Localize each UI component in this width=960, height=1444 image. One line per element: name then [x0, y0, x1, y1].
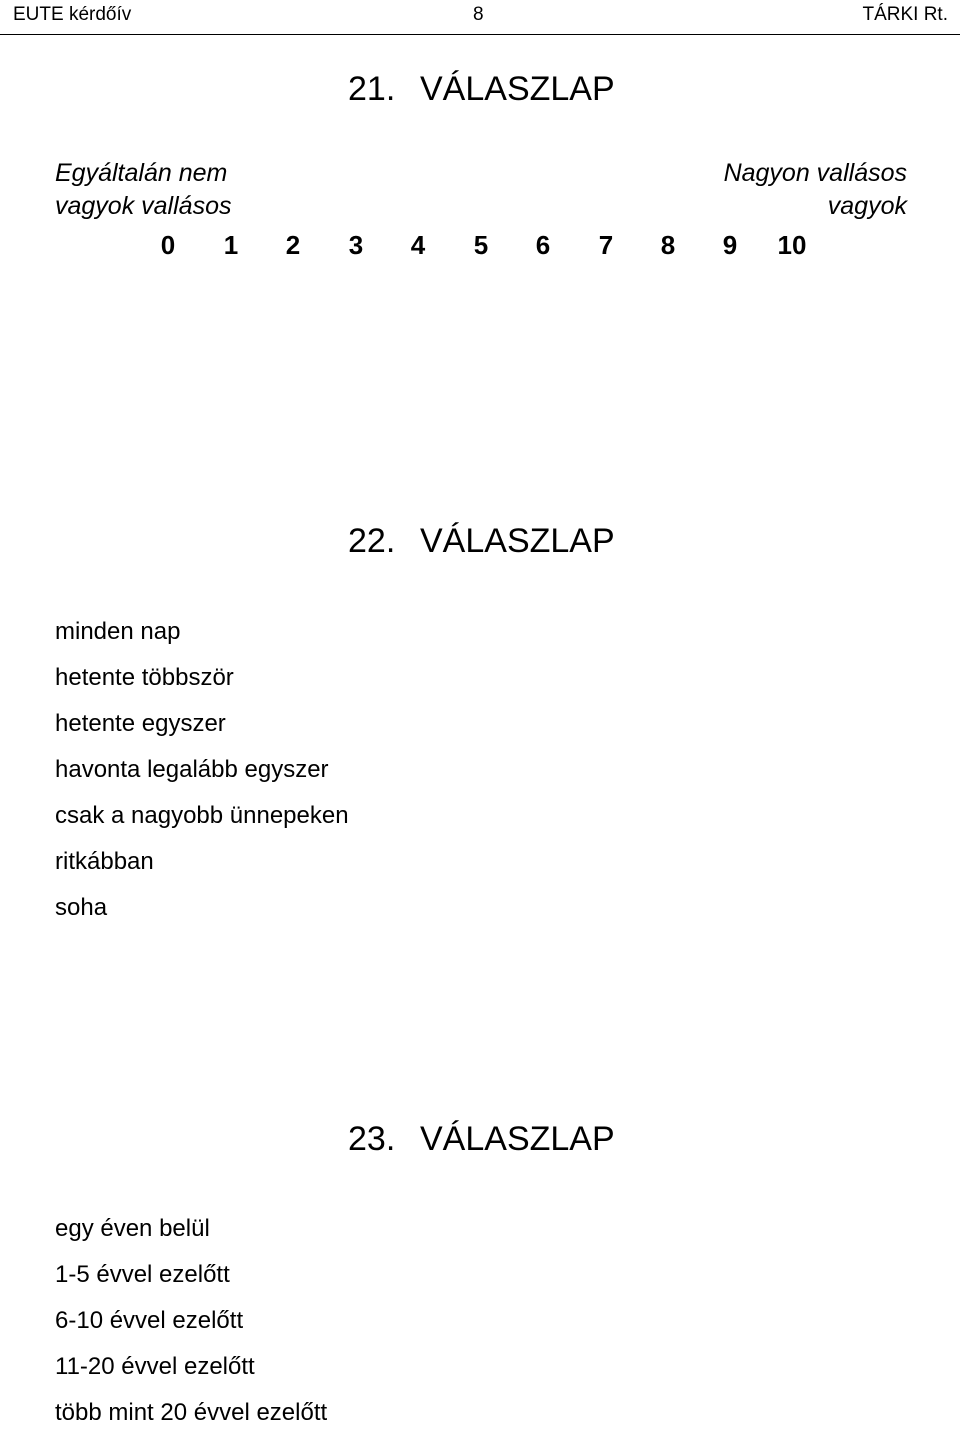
scale-value: 10: [777, 230, 807, 260]
header-page-number: 8: [473, 4, 484, 25]
card21-title-text: VÁLASZLAP: [420, 70, 615, 108]
card23-number: 23.: [348, 1120, 396, 1158]
religiosity-scale: [140, 230, 840, 264]
list-item: több mint 20 évvel ezelőtt: [55, 1399, 328, 1426]
scale-value: 9: [722, 230, 738, 260]
card22-title: [348, 522, 615, 561]
list-item: ritkábban: [55, 848, 154, 875]
list-item: hetente többször: [55, 664, 234, 691]
list-item: 11-20 évvel ezelőtt: [55, 1353, 255, 1380]
scale-value: 4: [410, 230, 426, 260]
scale-value: 7: [598, 230, 614, 260]
scale-right-label: [724, 157, 907, 223]
scale-value: 3: [348, 230, 364, 260]
page-header: [0, 0, 960, 35]
list-item: soha: [55, 894, 108, 921]
list-item: egy éven belül: [55, 1215, 210, 1242]
card23-title: [348, 1120, 615, 1159]
header-organization: TÁRKI Rt.: [862, 4, 948, 25]
list-item: csak a nagyobb ünnepeken: [55, 802, 349, 829]
scale-value: 0: [160, 230, 176, 260]
card21-number: 21.: [348, 70, 396, 108]
list-item: 6-10 évvel ezelőtt: [55, 1307, 244, 1334]
scale-right-label-line1: Nagyon vallásos: [723, 159, 907, 187]
scale-value: 6: [535, 230, 551, 260]
card23-option-list: [55, 1214, 327, 1444]
card23-title-text: VÁLASZLAP: [420, 1120, 615, 1158]
scale-value: 5: [473, 230, 489, 260]
card22-option-list: [55, 617, 349, 939]
scale-value: 2: [285, 230, 301, 260]
scale-left-label-line2: vagyok vallásos: [55, 192, 232, 220]
list-item: minden nap: [55, 618, 181, 645]
scale-left-label-line1: Egyáltalán nem: [55, 159, 228, 187]
list-item: havonta legalább egyszer: [55, 756, 329, 783]
scale-value: 1: [223, 230, 239, 260]
scale-right-label-line2: vagyok: [827, 192, 907, 220]
header-survey-name: EUTE kérdőív: [13, 4, 132, 25]
list-item: 1-5 évvel ezelőtt: [55, 1261, 230, 1288]
scale-left-label: [55, 157, 231, 223]
card21-title: [348, 70, 615, 109]
list-item: hetente egyszer: [55, 710, 226, 737]
card22-title-text: VÁLASZLAP: [420, 522, 615, 560]
scale-value: 8: [660, 230, 676, 260]
card22-number: 22.: [348, 522, 396, 560]
